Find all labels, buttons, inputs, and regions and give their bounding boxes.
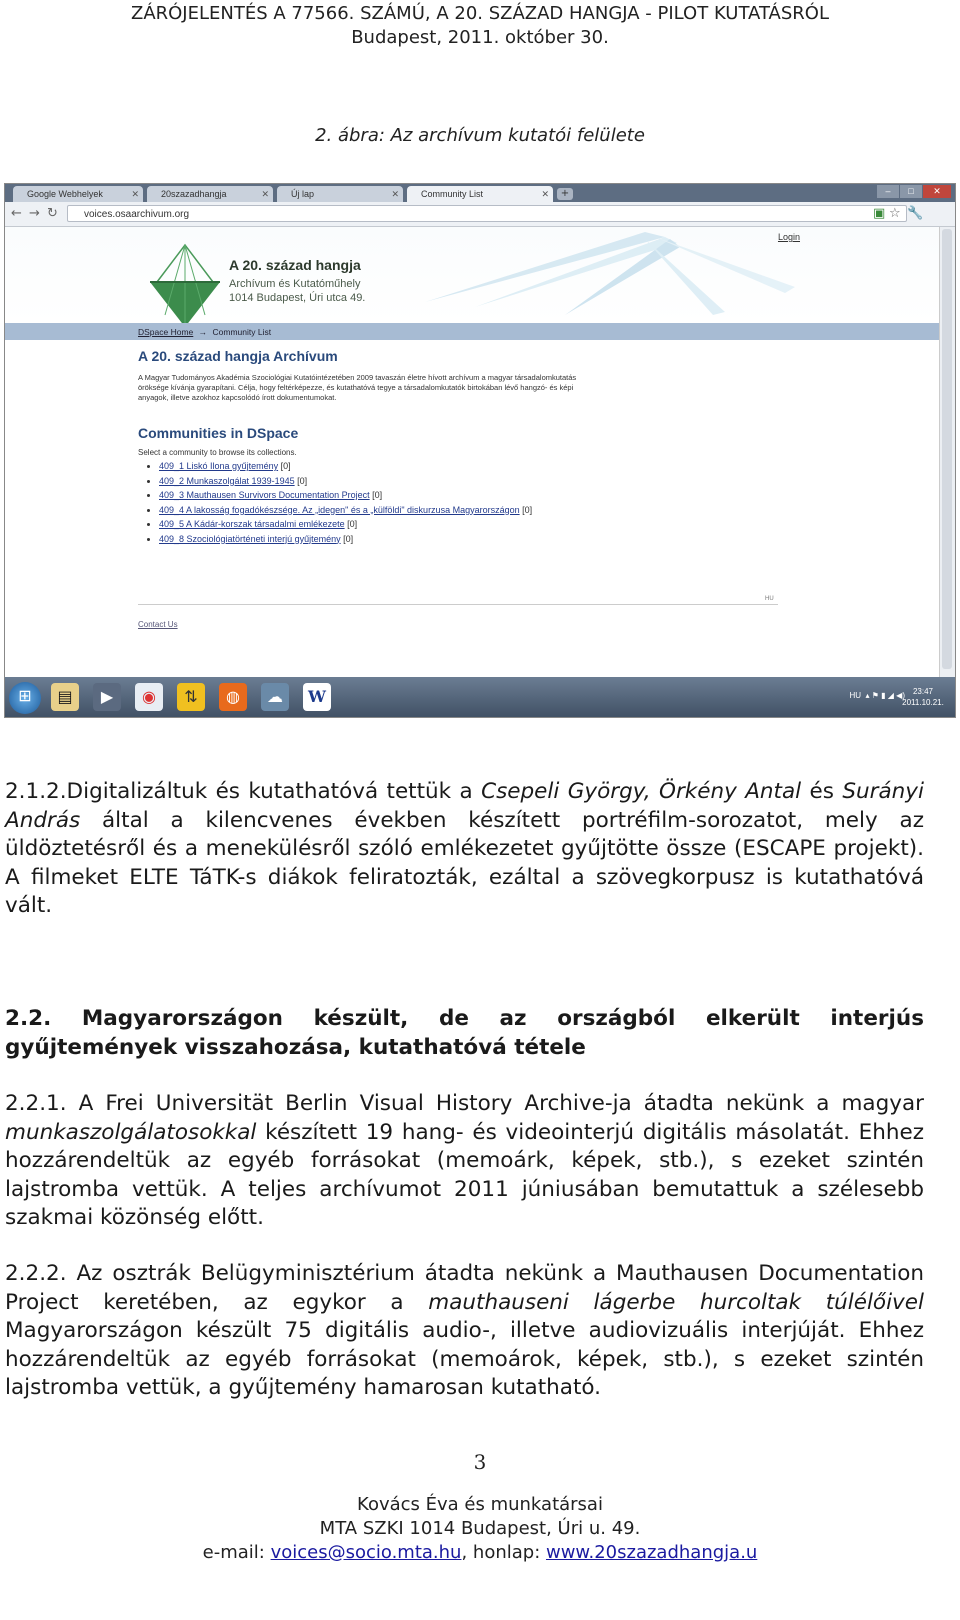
page-title: A 20. század hangja Archívum — [138, 348, 338, 364]
transfer-app-icon[interactable]: ⇅ — [177, 683, 205, 711]
community-link[interactable]: 409_5 A Kádár-korszak társadalmi emlékezete — [159, 519, 345, 529]
chrome-icon[interactable]: ◉ — [135, 683, 163, 711]
media-player-icon[interactable]: ▶ — [93, 683, 121, 711]
start-button-icon[interactable]: ⊞ — [9, 682, 41, 714]
footer-divider — [138, 604, 778, 605]
email-label: e-mail: — [202, 1542, 271, 1563]
minimize-icon[interactable]: – — [877, 185, 899, 198]
tab-label: 20szazadhangja — [161, 189, 227, 199]
breadcrumb — [138, 327, 271, 337]
community-link[interactable]: 409_3 Mauthausen Survivors Documentation Project — [159, 490, 370, 500]
forward-icon[interactable]: → — [29, 206, 40, 221]
site-address: 1014 Budapest, Úri utca 49. — [229, 292, 366, 304]
footer-authors: Kovács Éva és munkatársai — [357, 1494, 603, 1515]
text-run-italic: mauthauseni lágerbe hurcoltak túlélőivel — [428, 1289, 924, 1315]
tab-community-list[interactable] — [407, 186, 553, 202]
firefox-icon[interactable]: ◍ — [219, 683, 247, 711]
community-count: [0] — [297, 475, 308, 486]
wrench-menu-icon[interactable]: 🔧 — [907, 206, 924, 221]
list-item — [159, 474, 532, 489]
footer-contact — [0, 1541, 960, 1565]
text-run: által a kilencvenes években készített portréfilm-sorozatot, mely az üldöztetésről és a menekülésről szóló emlékezetet gyűjtötte össze (ESCAPE projekt). A filmeket ELTE TáTK-s diákok feliratozták, ezáltal a szövegkorpusz is kutathatóvá vált. — [5, 807, 924, 918]
extension-icon[interactable]: ▣ — [873, 206, 886, 221]
close-icon[interactable]: ✕ — [261, 189, 269, 199]
list-item — [159, 488, 532, 503]
bookmark-star-icon[interactable]: ☆ — [889, 206, 901, 221]
reload-icon[interactable]: ↻ — [47, 206, 58, 221]
window-controls — [877, 185, 951, 199]
community-count: [0] — [347, 519, 358, 529]
community-link[interactable]: 409_4 A lakosság fogadókészsége. Az „idegen" és a „külföldi" diskurzusa Magyarországon — [159, 504, 520, 515]
page-description: A Magyar Tudományos Akadémia Szociológiai Kutatóintézetében 2009 tavaszán életre hívott archívum a magyar társadalomkutatás öröksége kívánja gyarapítani. Célja, hogy feltérképezze, és kutathatóvá tegye a társadalomkutatók birtokában lévő hangzó- és képi anyagok, illetve azokhoz kapcsolódó írott dokumentumokat. — [138, 373, 577, 402]
tab-uj-lap[interactable] — [277, 186, 403, 202]
browser-tab-bar — [5, 184, 955, 202]
community-count: [0] — [343, 533, 354, 544]
breadcrumb-arrow-icon: → — [198, 327, 208, 337]
page-scrollbar[interactable] — [939, 227, 955, 677]
list-item — [159, 532, 532, 547]
communities-description: Select a community to browse its collections. — [138, 448, 297, 457]
tray-language[interactable]: HU — [849, 691, 862, 700]
section-heading: 2.2. Magyarországon készült, de az országból elkerült interjús gyűjtemények visszahozása, kutathatóvá tétele — [5, 1006, 924, 1060]
tab-label: Community List — [421, 189, 484, 199]
login-link[interactable]: Login — [777, 232, 800, 242]
new-tab-button[interactable]: + — [557, 188, 573, 200]
file-explorer-icon[interactable]: ▤ — [51, 683, 79, 711]
text-run-italic: munkaszolgálatosokkal — [5, 1119, 257, 1145]
archive-screenshot — [4, 183, 956, 718]
site-subtitle — [229, 277, 365, 305]
report-header-date: Budapest, 2011. október 30. — [351, 27, 609, 48]
scrollbar-thumb[interactable] — [942, 229, 952, 669]
breadcrumb-current: Community List — [212, 327, 272, 337]
text-run-italic: Csepeli György, Örkény Antal — [481, 779, 802, 804]
back-icon[interactable]: ← — [11, 206, 22, 221]
list-item — [159, 517, 532, 532]
network-app-icon[interactable]: ☁ — [261, 683, 289, 711]
address-bar[interactable]: voices.osaarchivum.org — [67, 205, 907, 222]
paragraph-mauthausen — [5, 1260, 924, 1403]
tab-google-webhelyek[interactable] — [13, 186, 143, 202]
site-title: A 20. század hangja — [229, 257, 361, 273]
tab-20szazadhangja[interactable] — [147, 186, 273, 202]
email-link[interactable]: voices@socio.mta.hu — [270, 1542, 462, 1563]
windows-taskbar — [5, 677, 955, 718]
text-run: 2.1.2.Digitalizáltuk és kutathatóvá tettük a — [5, 779, 482, 804]
figure-caption: 2. ábra: Az archívum kutatói felülete — [315, 125, 645, 146]
breadcrumb-home-link[interactable]: DSpace Home — [138, 327, 194, 337]
clock-date: 2011.10.21. — [902, 698, 944, 707]
paragraph-escape-project — [5, 778, 924, 921]
text-run-italic: Surányi András — [5, 779, 924, 833]
communities-heading: Communities in DSpace — [138, 425, 299, 441]
text-run: 2.2.1. A Frei Universität Berlin Visual History Archive-ja átadta nekünk a magyar — [5, 1091, 924, 1116]
paragraph-berlin-archive — [5, 1090, 924, 1233]
tab-label: Új lap — [291, 189, 315, 199]
community-link[interactable]: 409_1 Liskó Ilona gyűjtemény — [159, 461, 279, 471]
contact-us-link[interactable]: Contact Us — [138, 620, 178, 629]
close-icon[interactable]: ✕ — [131, 189, 139, 199]
site-banner — [5, 227, 940, 323]
report-header-title: ZÁRÓJELENTÉS A 77566. SZÁMÚ, A 20. SZÁZAD HANGJA - PILOT KUTATÁSRÓL — [130, 3, 829, 24]
text-run: készített 19 hang- és videointerjú digitális másolatát. Ehhez hozzárendeltük az egyéb forrásokat (memoárk, képek, stb.), s ezeket szintén lajstromba vettük. A teljes archívumot 2011 júniusában bemutattuk a szélesebb szakmai közönség előtt. — [5, 1119, 924, 1230]
clock-time: 23:47 — [912, 687, 934, 696]
web-page — [5, 227, 940, 677]
close-window-icon[interactable]: ✕ — [923, 185, 951, 198]
community-count: [0] — [522, 504, 533, 515]
text-run: Magyarországon készült 75 digitális audio-, illetve audiovizuális interjúját. Ehhez hozzárendeltük az egyéb forrásokat (memoárok, képek, stb.), s ezeket szintén lajstromba vettük, a gyűjtemény hamarosan kutatható. — [5, 1318, 924, 1400]
tab-label: Google Webhelyek — [27, 189, 103, 199]
text-run: 2.2.2. Az osztrák Belügyminisztérium átadta nekünk a Mauthausen Documentation Project keretében, az egykor a — [5, 1261, 924, 1315]
communities-list — [145, 459, 532, 546]
banner-rays-icon — [425, 232, 795, 315]
community-link[interactable]: 409_8 Szociológiatörténeti interjú gyűjtemény — [159, 533, 341, 544]
community-count: [0] — [280, 461, 291, 471]
footer-address: MTA SZKI 1014 Budapest, Úri u. 49. — [319, 1518, 641, 1539]
site-logo-icon — [150, 245, 220, 323]
homepage-link[interactable]: www.20szazadhangja.u — [545, 1542, 758, 1563]
page-number: 3 — [473, 1450, 487, 1474]
system-tray: HU ▴ ⚑ ▮ ◢ ◀) — [849, 691, 905, 700]
maximize-icon[interactable]: □ — [900, 185, 922, 198]
language-indicator: HU — [765, 596, 774, 602]
site-subtitle-line1: Archívum és Kutatóműhely — [229, 278, 361, 290]
taskbar-clock[interactable] — [899, 686, 947, 708]
community-count: [0] — [372, 490, 383, 500]
homepage-label: , honlap: — [461, 1542, 546, 1563]
word-icon[interactable]: W — [303, 683, 331, 711]
close-icon[interactable]: ✕ — [391, 189, 399, 199]
list-item — [159, 503, 532, 518]
community-link[interactable]: 409_2 Munkaszolgálat 1939-1945 — [159, 475, 295, 486]
browser-toolbar — [5, 202, 955, 227]
close-icon[interactable]: ✕ — [541, 189, 549, 199]
text-run: és — [801, 779, 843, 804]
list-item — [159, 459, 532, 474]
